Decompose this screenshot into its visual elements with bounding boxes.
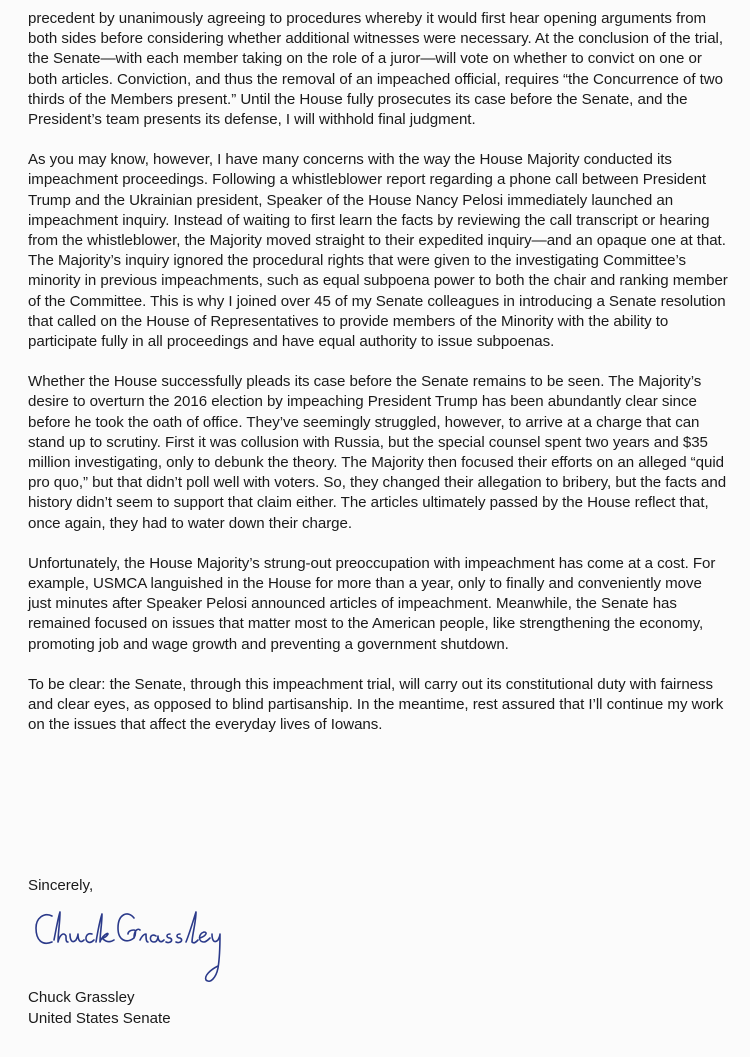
signature-strokes [36,912,220,981]
letter-paragraph-3: Whether the House successfully pleads its case before the Senate remains to be seen. The Majority’s desire to overturn the 2016 election by impeaching President Trump has been abundantly clear since before he took the oath of office. They’ve seemingly struggled, however, to arrive at a charge that can stand up to scrutiny. First it was collusion with Russia, but the special counsel spent two years and $35 million investigating, only to debunk the theory. The Majority then focused their efforts on an alleged “quid pro quo,” but that didn’t poll well with voters. So, they changed their allegation to bribery, but the facts and history didn’t seem to support that claim either. The articles ultimately passed by the House reflect that, once again, they had to water down their charge. [28,373,727,532]
signer-name: Chuck Grassley [28,989,135,1006]
letter-paragraph-2: As you may know, however, I have many concerns with the way the House Majority conducted its impeachment proceedings. Following a whistleblower report regarding a phone call between President Trump and the Ukrainian president, Speaker of the House Nancy Pelosi immediately launched an impeachment inquiry. Instead of waiting to first learn the facts by reviewing the call transcript or hearing from the whistleblower, the Majority moved straight to their expedited inquiry—and an opaque one at that. The Majority’s inquiry ignored the procedural rights that were given to the investigating Committee’s minority in previous impeachments, such as equal subpoena power to both the chair and ranking member of the Committee. This is why I joined over 45 of my Senate colleagues in introducing a Senate resolution that called on the House of Representatives to provide members of the Minority with the ability to participate fully in all proceedings and have equal authority to issue subpoenas. [28,151,728,351]
signer-title: United States Senate [28,1009,171,1027]
handwritten-signature [30,900,260,988]
letter-paragraph-5: To be clear: the Senate, through this impeachment trial, will carry out its constitutional duty with fairness and clear eyes, as opposed to blind partisanship. In the meantime, rest assured that I’ll continue my work on the issues that affect the everyday lives of Iowans. [28,675,724,734]
letter-closing: Sincerely, [28,877,94,894]
letter-body [28,9,728,736]
signature-block [28,988,171,1029]
letter-paragraph-1: precedent by unanimously agreeing to procedures whereby it would first hear opening arguments from both sides before considering whether additional witnesses were necessary. At the conclusion of the trial, the Senate—with each member taking on the role of a juror—will vote on whether to convict on one or both articles. Conviction, and thus the removal of an impeached official, requires “the Concurrence of two thirds of the Members present.” Until the House fully prosecutes its case before the Senate, and the President’s team presents its defense, I will withhold final judgment. [28,10,723,129]
letter-paragraph-4: Unfortunately, the House Majority’s strung-out preoccupation with impeachment has come at a cost. For example, USMCA languished in the House for more than a year, only to finally and conveniently move just minutes after Speaker Pelosi announced articles of impeachment. Meanwhile, the Senate has remained focused on issues that matter most to the American people, like strengthening the economy, promoting job and wage growth and preventing a government shutdown. [28,554,716,653]
